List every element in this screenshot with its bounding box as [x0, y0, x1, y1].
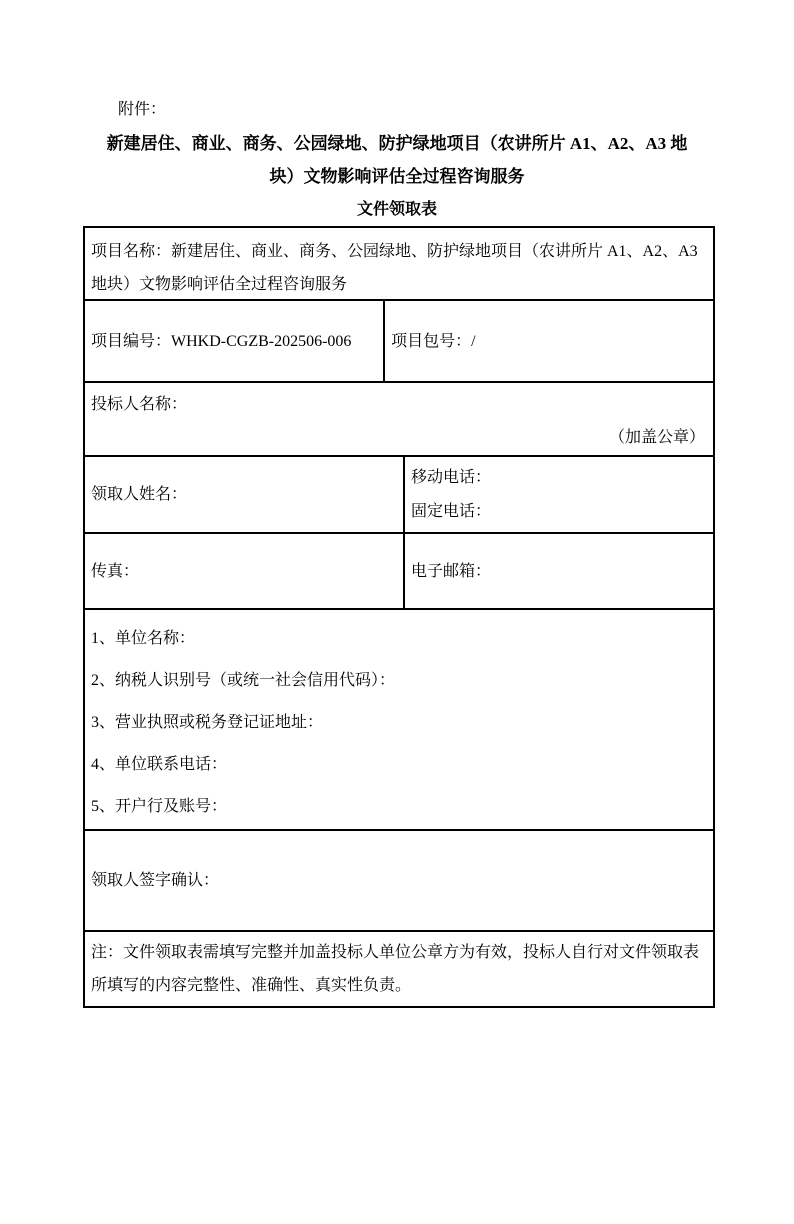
email-cell: 电子邮箱：	[403, 534, 713, 608]
note-text: 注：文件领取表需填写完整并加盖投标人单位公章方为有效，投标人自行对文件领取表所填写的内容完整性、准确性、真实性负责。	[91, 944, 700, 994]
unit-info-item-5: 5、开户行及账号：	[91, 798, 228, 815]
bidder-name-cell	[85, 383, 713, 455]
note-row	[85, 932, 713, 1006]
project-name-cell: 项目名称：新建居住、商业、商务、公园绿地、防护绿地项目（农讲所片 A1、A2、A3 地块）文物影响评估全过程咨询服务	[91, 243, 698, 293]
landline-phone-label: 固定电话：	[410, 502, 491, 520]
collection-form-table	[83, 226, 715, 1008]
project-number-row	[85, 301, 713, 383]
project-number-cell: 项目编号：WHKD-CGZB-202506-006	[91, 332, 352, 350]
document-title	[0, 127, 794, 193]
unit-info-item-3: 3、营业执照或税务登记证地址：	[91, 714, 324, 731]
recipient-name-cell: 领取人姓名：	[91, 486, 188, 503]
unit-info-item-1: 1、单位名称：	[91, 630, 196, 647]
seal-note: （加盖公章）	[608, 429, 705, 446]
signature-cell: 领取人签字确认：	[91, 872, 220, 889]
phone-cell	[403, 457, 713, 532]
unit-info-item-4: 4、单位联系电话：	[91, 756, 228, 773]
document-title-line-1: 新建居住、商业、商务、公园绿地、防护绿地项目（农讲所片 A1、A2、A3 地	[106, 134, 688, 153]
mobile-phone-label: 移动电话：	[410, 468, 491, 486]
attachment-label: 附件：	[118, 101, 167, 118]
note-cell	[85, 932, 713, 1006]
bidder-name-row	[85, 383, 713, 457]
fax-cell: 传真：	[91, 562, 140, 580]
unit-info-item-2: 2、纳税人识别号（或统一社会信用代码）：	[91, 672, 396, 689]
unit-info-cell	[85, 610, 713, 829]
fax-email-row	[85, 534, 713, 610]
project-name-row	[85, 228, 713, 301]
document-page	[0, 101, 794, 1224]
bidder-name-label: 投标人名称：	[91, 396, 188, 413]
form-title: 文件领取表	[356, 201, 437, 218]
document-title-line-2: 块）文物影响评估全过程咨询服务	[269, 167, 525, 186]
signature-row	[85, 831, 713, 932]
unit-info-row	[85, 610, 713, 831]
recipient-row	[85, 457, 713, 534]
package-number-cell: 项目包号：/	[383, 301, 713, 381]
